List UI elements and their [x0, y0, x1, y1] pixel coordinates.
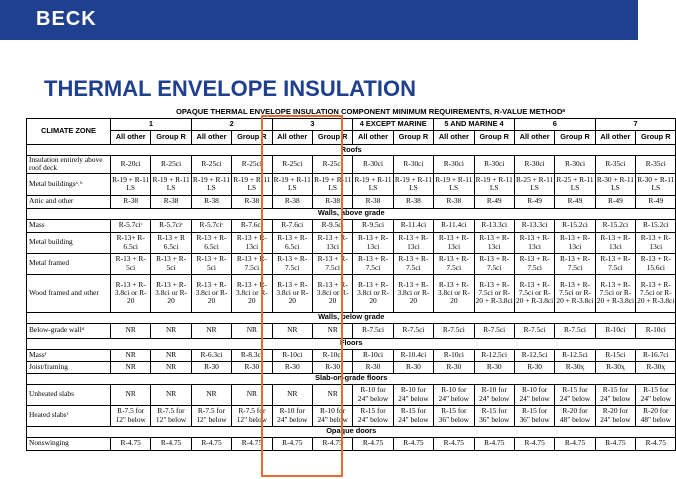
- value-cell: R-13 + R-13ci: [393, 232, 433, 253]
- value-cell: R-19 + R-11 LS: [353, 173, 393, 195]
- group-r-header: Group R: [555, 131, 595, 145]
- value-cell: R-25ci: [232, 156, 272, 174]
- value-cell: R-30: [312, 361, 352, 373]
- slide-title: THERMAL ENVELOPE INSULATION: [44, 76, 416, 101]
- value-cell: R-19 + R-11 LS: [434, 173, 474, 195]
- value-cell: NR: [191, 384, 231, 405]
- insulation-requirements-table: [26, 118, 676, 451]
- group-r-header: Group R: [474, 131, 514, 145]
- value-cell: R-15 for 24" below: [393, 405, 433, 426]
- value-cell: R-30ᶍ: [595, 361, 635, 373]
- value-cell: NR: [272, 384, 312, 405]
- value-cell: R-30ci: [514, 156, 554, 174]
- value-cell: R-19 + R-11 LS: [393, 173, 433, 195]
- value-cell: R-13+ R-6.5ci: [111, 232, 151, 253]
- all-other-header: All other: [595, 131, 635, 145]
- value-cell: R-13 + R-7.5ci or R-20 + R-3.8ci: [636, 274, 676, 312]
- all-other-header: All other: [272, 131, 312, 145]
- value-cell: R-13 + R-3.8ci or R-20: [151, 274, 191, 312]
- row-label: Unheated slabs: [27, 384, 111, 405]
- value-cell: R-30ᶍ: [636, 361, 676, 373]
- value-cell: R-25ci: [312, 156, 352, 174]
- table-row: [27, 173, 676, 195]
- value-cell: R-10ci: [636, 323, 676, 338]
- zone-header: 7: [595, 119, 676, 131]
- value-cell: R-7.5 for 12" below: [191, 405, 231, 426]
- value-cell: R-13.3ci: [474, 219, 514, 232]
- value-cell: R-13 + R-13ci: [353, 232, 393, 253]
- value-cell: NR: [151, 349, 191, 361]
- value-cell: NR: [111, 349, 151, 361]
- value-cell: R-13 + R-6.5ci: [191, 232, 231, 253]
- value-cell: R-7.5 for 12" below: [232, 405, 272, 426]
- value-cell: R-30: [353, 361, 393, 373]
- table-row: [27, 361, 676, 373]
- value-cell: R-10 for 24" below: [272, 405, 312, 426]
- value-cell: R-13 + R-3.8ci or R-20: [393, 274, 433, 312]
- value-cell: R-25ci: [151, 156, 191, 174]
- value-cell: R-6.3ci: [191, 349, 231, 361]
- value-cell: R-13 + R-7.5ci or R-20 + R-3.8ci: [595, 274, 635, 312]
- value-cell: R-19 + R-11 LS: [474, 173, 514, 195]
- value-cell: R-7.5ci: [353, 323, 393, 338]
- row-label: Wood framed and other: [27, 274, 111, 312]
- value-cell: R-13 + R-3.8ci or R-20: [232, 274, 272, 312]
- value-cell: R-15 for 24" below: [595, 384, 635, 405]
- value-cell: R-4.75: [353, 437, 393, 450]
- value-cell: R-16.7ci: [636, 349, 676, 361]
- section-title: Walls, below grade: [27, 312, 676, 323]
- table-row: [27, 323, 676, 338]
- value-cell: R-4.75: [312, 437, 352, 450]
- value-cell: R-7.5ci: [474, 323, 514, 338]
- value-cell: R-10 for 24" below: [393, 384, 433, 405]
- section-row: [27, 338, 676, 349]
- value-cell: R-10 for 24" below: [434, 384, 474, 405]
- section-title: Roofs: [27, 145, 676, 156]
- value-cell: R-12.5ci: [474, 349, 514, 361]
- value-cell: R-15.2ci: [636, 219, 676, 232]
- row-label: Joist/framing: [27, 361, 111, 373]
- zone-header: 3: [272, 119, 353, 131]
- value-cell: R-13 + R-3.8ci or R-20: [353, 274, 393, 312]
- group-r-header: Group R: [151, 131, 191, 145]
- value-cell: R-12.5ci: [555, 349, 595, 361]
- value-cell: R-49: [636, 195, 676, 208]
- value-cell: R-10ci: [434, 349, 474, 361]
- zone-header: 2: [191, 119, 272, 131]
- value-cell: R-7.6ci: [272, 219, 312, 232]
- value-cell: R-10.4ci: [393, 349, 433, 361]
- value-cell: R-13 + R-3.8ci or R-20: [312, 274, 352, 312]
- all-other-header: All other: [353, 131, 393, 145]
- value-cell: R-25 + R-11 LS: [514, 173, 554, 195]
- table-row: [27, 349, 676, 361]
- all-other-header: All other: [191, 131, 231, 145]
- value-cell: R-4.75: [434, 437, 474, 450]
- value-cell: R-30ci: [434, 156, 474, 174]
- value-cell: R-9.5ci: [312, 219, 352, 232]
- value-cell: R-38: [393, 195, 433, 208]
- value-cell: R-10ci: [312, 349, 352, 361]
- value-cell: R-11.4ci: [393, 219, 433, 232]
- value-cell: R-38: [232, 195, 272, 208]
- value-cell: R-13 + R-6.5ci: [272, 232, 312, 253]
- value-cell: R-25ci: [191, 156, 231, 174]
- value-cell: R-13 + R-7.5ci: [595, 253, 635, 274]
- value-cell: R-35ci: [595, 156, 635, 174]
- value-cell: R-9.5ci: [353, 219, 393, 232]
- zone-header: 1: [111, 119, 192, 131]
- row-label: Massᶠ: [27, 349, 111, 361]
- section-title: Slab-on-grade floors: [27, 373, 676, 384]
- zone-header: 6: [514, 119, 595, 131]
- value-cell: R-13 + R-7.5ci: [312, 253, 352, 274]
- table-row: [27, 195, 676, 208]
- value-cell: R-49: [514, 195, 554, 208]
- value-cell: R-25ci: [272, 156, 312, 174]
- value-cell: R-13 + R-7.5ci: [353, 253, 393, 274]
- section-title: Walls, above grade: [27, 208, 676, 219]
- group-r-header: Group R: [636, 131, 676, 145]
- value-cell: R-10ci: [595, 323, 635, 338]
- value-cell: R-13.3ci: [514, 219, 554, 232]
- section-row: [27, 426, 676, 437]
- value-cell: R-19 + R-11 LS: [232, 173, 272, 195]
- value-cell: NR: [312, 384, 352, 405]
- value-cell: R-13 + R-7.5ci or R-20 + R-3.8ci: [474, 274, 514, 312]
- subheader-row: [27, 131, 676, 145]
- value-cell: R-4.75: [111, 437, 151, 450]
- zone-header-row: [27, 119, 676, 131]
- value-cell: R-38: [151, 195, 191, 208]
- value-cell: R-10 for 24" below: [514, 384, 554, 405]
- section-row: [27, 373, 676, 384]
- all-other-header: All other: [514, 131, 554, 145]
- row-label: Metal framed: [27, 253, 111, 274]
- value-cell: R-30ci: [353, 156, 393, 174]
- value-cell: NR: [151, 361, 191, 373]
- value-cell: R-30: [393, 361, 433, 373]
- value-cell: R-20 for 48" below: [555, 405, 595, 426]
- value-cell: R-13 + R-15.6ci: [636, 253, 676, 274]
- value-cell: R-30ci: [393, 156, 433, 174]
- value-cell: R-13 + R-13ci: [474, 232, 514, 253]
- row-label: Attic and other: [27, 195, 111, 208]
- value-cell: R-7.5ci: [514, 323, 554, 338]
- value-cell: R-13 + R-13ci: [514, 232, 554, 253]
- value-cell: R-19 + R-11 LS: [272, 173, 312, 195]
- section-row: [27, 145, 676, 156]
- value-cell: R-49: [474, 195, 514, 208]
- value-cell: R-13 + R-13ci: [232, 232, 272, 253]
- value-cell: R-13 + R-7.5ci: [474, 253, 514, 274]
- value-cell: R-15.2ci: [555, 219, 595, 232]
- value-cell: R-13 + R-5ci: [111, 253, 151, 274]
- table-row: [27, 232, 676, 253]
- value-cell: R-30: [474, 361, 514, 373]
- value-cell: R-19 + R-11 LS: [111, 173, 151, 195]
- value-cell: R-38: [111, 195, 151, 208]
- value-cell: R-49: [555, 195, 595, 208]
- value-cell: R-13 + R-3.8ci or R-20: [434, 274, 474, 312]
- section-row: [27, 312, 676, 323]
- value-cell: R-5.7ciᶜ: [151, 219, 191, 232]
- group-r-header: Group R: [232, 131, 272, 145]
- value-cell: R-7.5 for 12" below: [151, 405, 191, 426]
- value-cell: R-10 for 24" below: [474, 384, 514, 405]
- value-cell: R-30: [514, 361, 554, 373]
- value-cell: NR: [232, 384, 272, 405]
- value-cell: R-13 + R-5ci: [191, 253, 231, 274]
- value-cell: R-25 + R-11 LS: [555, 173, 595, 195]
- value-cell: R-4.75: [232, 437, 272, 450]
- value-cell: R-30: [191, 361, 231, 373]
- value-cell: R-30ᶍ: [555, 361, 595, 373]
- value-cell: NR: [232, 323, 272, 338]
- all-other-header: All other: [111, 131, 151, 145]
- value-cell: R-13 + R-7.5ci: [555, 253, 595, 274]
- value-cell: R-30 + R-11 LS: [636, 173, 676, 195]
- value-cell: NR: [312, 323, 352, 338]
- all-other-header: All other: [434, 131, 474, 145]
- value-cell: R-4.75: [191, 437, 231, 450]
- value-cell: R-10ci: [272, 349, 312, 361]
- value-cell: R-13 + R-5ci: [151, 253, 191, 274]
- value-cell: R-13 + R-3.8ci or R-20: [191, 274, 231, 312]
- table-row: [27, 384, 676, 405]
- value-cell: R-4.75: [514, 437, 554, 450]
- zone-header: 5 AND MARINE 4: [434, 119, 515, 131]
- value-cell: R-10 for 24" below: [312, 405, 352, 426]
- value-cell: R-38: [272, 195, 312, 208]
- value-cell: R-13 + R-3.8ci or R-20: [272, 274, 312, 312]
- value-cell: R-49: [595, 195, 635, 208]
- value-cell: R-13 + R-7.5ci or R-20 + R-3.8ci: [555, 274, 595, 312]
- value-cell: NR: [191, 323, 231, 338]
- value-cell: R-35ci: [636, 156, 676, 174]
- beck-logo: BECK: [36, 8, 97, 30]
- value-cell: R-38: [353, 195, 393, 208]
- value-cell: R-38: [191, 195, 231, 208]
- value-cell: R-13 + R-3.8ci or R-20: [111, 274, 151, 312]
- value-cell: R-4.75: [474, 437, 514, 450]
- value-cell: R-15 for 24" below: [353, 405, 393, 426]
- value-cell: R-19 + R-11 LS: [151, 173, 191, 195]
- table-body: [27, 145, 676, 451]
- value-cell: R-13 + R-13ci: [312, 232, 352, 253]
- table-caption: OPAQUE THERMAL ENVELOPE INSULATION COMPONENT MINIMUM REQUIREMENTS, R-VALUE METHODᵃ: [176, 107, 566, 116]
- value-cell: R-13 + R-7.5ci: [393, 253, 433, 274]
- value-cell: R-7.5 for 12" below: [111, 405, 151, 426]
- value-cell: R-5.7ciᶜ: [191, 219, 231, 232]
- value-cell: R-20 for 24" below: [595, 405, 635, 426]
- value-cell: R-13 + R-7.5ci or R-20 + R-3.8ci: [514, 274, 554, 312]
- value-cell: R-4.75: [151, 437, 191, 450]
- table-row: [27, 405, 676, 426]
- zone-header: 4 EXCEPT MARINE: [353, 119, 434, 131]
- value-cell: R-30: [272, 361, 312, 373]
- value-cell: R-4.75: [272, 437, 312, 450]
- value-cell: NR: [111, 361, 151, 373]
- value-cell: R-13 + R 6.5ci: [151, 232, 191, 253]
- group-r-header: Group R: [393, 131, 433, 145]
- value-cell: NR: [151, 384, 191, 405]
- value-cell: R-8.3ci: [232, 349, 272, 361]
- value-cell: R-13 + R-13ci: [434, 232, 474, 253]
- value-cell: R-13 + R-7.5ci: [272, 253, 312, 274]
- value-cell: R-13 + R-13ci: [595, 232, 635, 253]
- section-title: Floors: [27, 338, 676, 349]
- value-cell: R-19 + R-11 LS: [312, 173, 352, 195]
- value-cell: R-13 + R-13ci: [555, 232, 595, 253]
- value-cell: R-7.5ci: [555, 323, 595, 338]
- row-label: Heated slabsᶠ: [27, 405, 111, 426]
- value-cell: R-15ci: [595, 349, 635, 361]
- value-cell: R-38: [434, 195, 474, 208]
- value-cell: R-7.5ci: [434, 323, 474, 338]
- value-cell: R-7.6ci: [232, 219, 272, 232]
- value-cell: R-4.75: [636, 437, 676, 450]
- value-cell: R-20ci: [111, 156, 151, 174]
- value-cell: R-5.7ciᶜ: [111, 219, 151, 232]
- value-cell: R-15 for 24" below: [636, 384, 676, 405]
- value-cell: R-4.75: [555, 437, 595, 450]
- row-label: Nonswinging: [27, 437, 111, 450]
- value-cell: R-30ci: [555, 156, 595, 174]
- value-cell: R-30: [232, 361, 272, 373]
- value-cell: R-4.75: [393, 437, 433, 450]
- value-cell: NR: [272, 323, 312, 338]
- table-row: [27, 219, 676, 232]
- table-row: [27, 274, 676, 312]
- value-cell: R-11.4ci: [434, 219, 474, 232]
- row-label: Metal building: [27, 232, 111, 253]
- value-cell: R-15.2ci: [595, 219, 635, 232]
- table-row: [27, 253, 676, 274]
- value-cell: R-13 + R-7.5ci: [232, 253, 272, 274]
- value-cell: NR: [151, 323, 191, 338]
- value-cell: R-13 + R-13ci: [636, 232, 676, 253]
- value-cell: R-15 for 36" below: [514, 405, 554, 426]
- section-title: Opaque doors: [27, 426, 676, 437]
- value-cell: R-30: [434, 361, 474, 373]
- insulation-table-container: [26, 106, 675, 479]
- row-label: Below-grade wallᵈ: [27, 323, 111, 338]
- value-cell: R-10 for 24" below: [353, 384, 393, 405]
- row-label: Mass: [27, 219, 111, 232]
- value-cell: R-12.5ci: [514, 349, 554, 361]
- value-cell: R-15 for 36" below: [434, 405, 474, 426]
- value-cell: R-4.75: [595, 437, 635, 450]
- row-label: Metal buildingsᵃ˒ᵇ: [27, 173, 111, 195]
- value-cell: R-10ci: [353, 349, 393, 361]
- table-row: [27, 437, 676, 450]
- value-cell: NR: [111, 384, 151, 405]
- value-cell: R-15 for 36" below: [474, 405, 514, 426]
- group-r-header: Group R: [312, 131, 352, 145]
- value-cell: R-7.5ci: [393, 323, 433, 338]
- value-cell: R-19 + R-11 LS: [191, 173, 231, 195]
- value-cell: R-30 + R-11 LS: [595, 173, 635, 195]
- value-cell: R-38: [312, 195, 352, 208]
- row-label: Insulation entirely above roof deck: [27, 156, 111, 174]
- climate-zone-header: CLIMATE ZONE: [27, 119, 111, 145]
- section-row: [27, 208, 676, 219]
- value-cell: R-13 + R-7.5ci: [514, 253, 554, 274]
- value-cell: R-30ci: [474, 156, 514, 174]
- value-cell: R-15 for 24" below: [555, 384, 595, 405]
- value-cell: R-13 + R-7.5ci: [434, 253, 474, 274]
- value-cell: NR: [111, 323, 151, 338]
- value-cell: R-20 for 48" below: [636, 405, 676, 426]
- table-row: [27, 156, 676, 174]
